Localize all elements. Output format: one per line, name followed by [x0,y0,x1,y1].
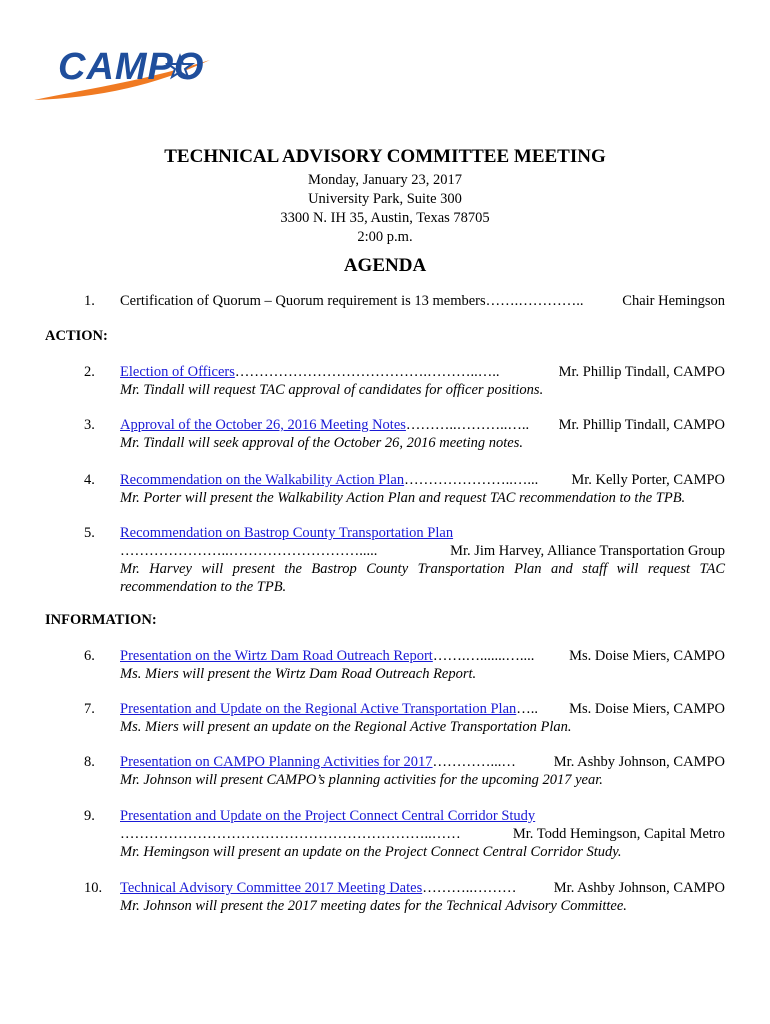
item-link[interactable]: Presentation on CAMPO Planning Activities for 2017 [120,754,433,770]
meeting-venue: University Park, Suite 300 [308,191,462,207]
meeting-time: 2:00 p.m. [357,229,413,245]
item-number: 8. [84,754,95,770]
item-number: 4. [84,472,95,488]
item-description: Mr. Tindall will seek approval of the October 26, 2016 meeting notes. [120,435,524,451]
item-link[interactable]: Approval of the October 26, 2016 Meeting Notes [120,417,406,433]
item-number: 6. [84,648,95,664]
item-presenter: Mr. Todd Hemingson, Capital Metro [512,826,725,842]
item-description: Ms. Miers will present the Wirtz Dam Road Outreach Report. [120,666,477,682]
item-description: Mr. Tindall will request TAC approval of candidates for officer positions. [120,382,544,398]
agenda-heading: AGENDA [343,255,427,276]
item-number: 3. [84,417,95,433]
leader-dots: ………………………………………………………..…… [120,826,461,842]
logo-wordmark: CAMPO [58,46,205,88]
item-presenter: Mr. Kelly Porter, CAMPO [571,472,725,488]
item-link[interactable]: Recommendation on the Walkability Action Plan [120,472,405,488]
meeting-header [0,143,770,279]
item-number: 5. [84,525,95,541]
item-presenter: Ms. Doise Miers, CAMPO [569,648,725,664]
item-link[interactable]: Election of Officers [120,364,235,380]
item-presenter: Ms. Doise Miers, CAMPO [569,701,725,717]
item-description: Ms. Miers will present an update on the Regional Active Transportation Plan. [120,719,572,735]
section-action-heading: ACTION: [45,328,108,344]
item-description: Mr. Johnson will present the 2017 meeting dates for the Technical Advisory Committee. [120,898,627,914]
leader-dots: …………...… [432,754,516,770]
leader-dots: ………………………………….………..….. [234,364,500,380]
item-title: Certification of Quorum – Quorum requirement is 13 members [120,293,486,309]
item-link[interactable]: Technical Advisory Committee 2017 Meeting Dates [120,880,423,896]
item-link[interactable]: Presentation and Update on the Regional Active Transportation Plan [120,701,517,717]
leader-dots: …………………..…... [404,472,539,488]
leader-dots: ………..……… [422,880,517,896]
item-presenter: Mr. Ashby Johnson, CAMPO [553,754,725,770]
item-presenter: Chair Hemingson [622,293,725,309]
leader-dots: ………..………..….. [405,417,530,433]
item-presenter: Mr. Phillip Tindall, CAMPO [558,417,725,433]
section-information-heading: INFORMATION: [45,612,157,628]
item-link[interactable]: Presentation on the Wirtz Dam Road Outreach Report [120,648,433,664]
leader-dots: …….….......….... [432,648,535,664]
item-description: Mr. Hemingson will present an update on the Project Connect Central Corridor Study. [120,844,622,860]
item-presenter: Mr. Jim Harvey, Alliance Transportation Group [450,543,725,559]
item-presenter: Mr. Phillip Tindall, CAMPO [558,364,725,380]
meeting-date: Monday, January 23, 2017 [307,172,463,188]
leader-dots: …….………….. [485,293,584,309]
item-number: 9. [84,808,95,824]
item-number: 2. [84,364,95,380]
item-presenter: Mr. Ashby Johnson, CAMPO [553,880,725,896]
item-link[interactable]: Presentation and Update on the Project Connect Central Corridor Study [120,808,536,824]
item-number: 7. [84,701,95,717]
item-description: Mr. Porter will present the Walkability Action Plan and request TAC recommendation to the TPB. [120,490,686,506]
meeting-address: 3300 N. IH 35, Austin, Texas 78705 [280,210,490,226]
meeting-title: TECHNICAL ADVISORY COMMITTEE MEETING [164,146,606,167]
leader-dots: …………………..………………………..... [120,543,378,559]
item-number: 1. [84,293,95,309]
item-description: Mr. Harvey will present the Bastrop County Transportation Plan and staff will request TAC recommendation to the TPB. [120,561,725,595]
item-number: 10. [84,880,103,896]
leader-dots: ….. [516,701,539,717]
campo-logo [30,42,215,104]
item-description: Mr. Johnson will present CAMPO’s planning activities for the upcoming 2017 year. [120,772,603,788]
item-link[interactable]: Recommendation on Bastrop County Transportation Plan [120,525,454,541]
